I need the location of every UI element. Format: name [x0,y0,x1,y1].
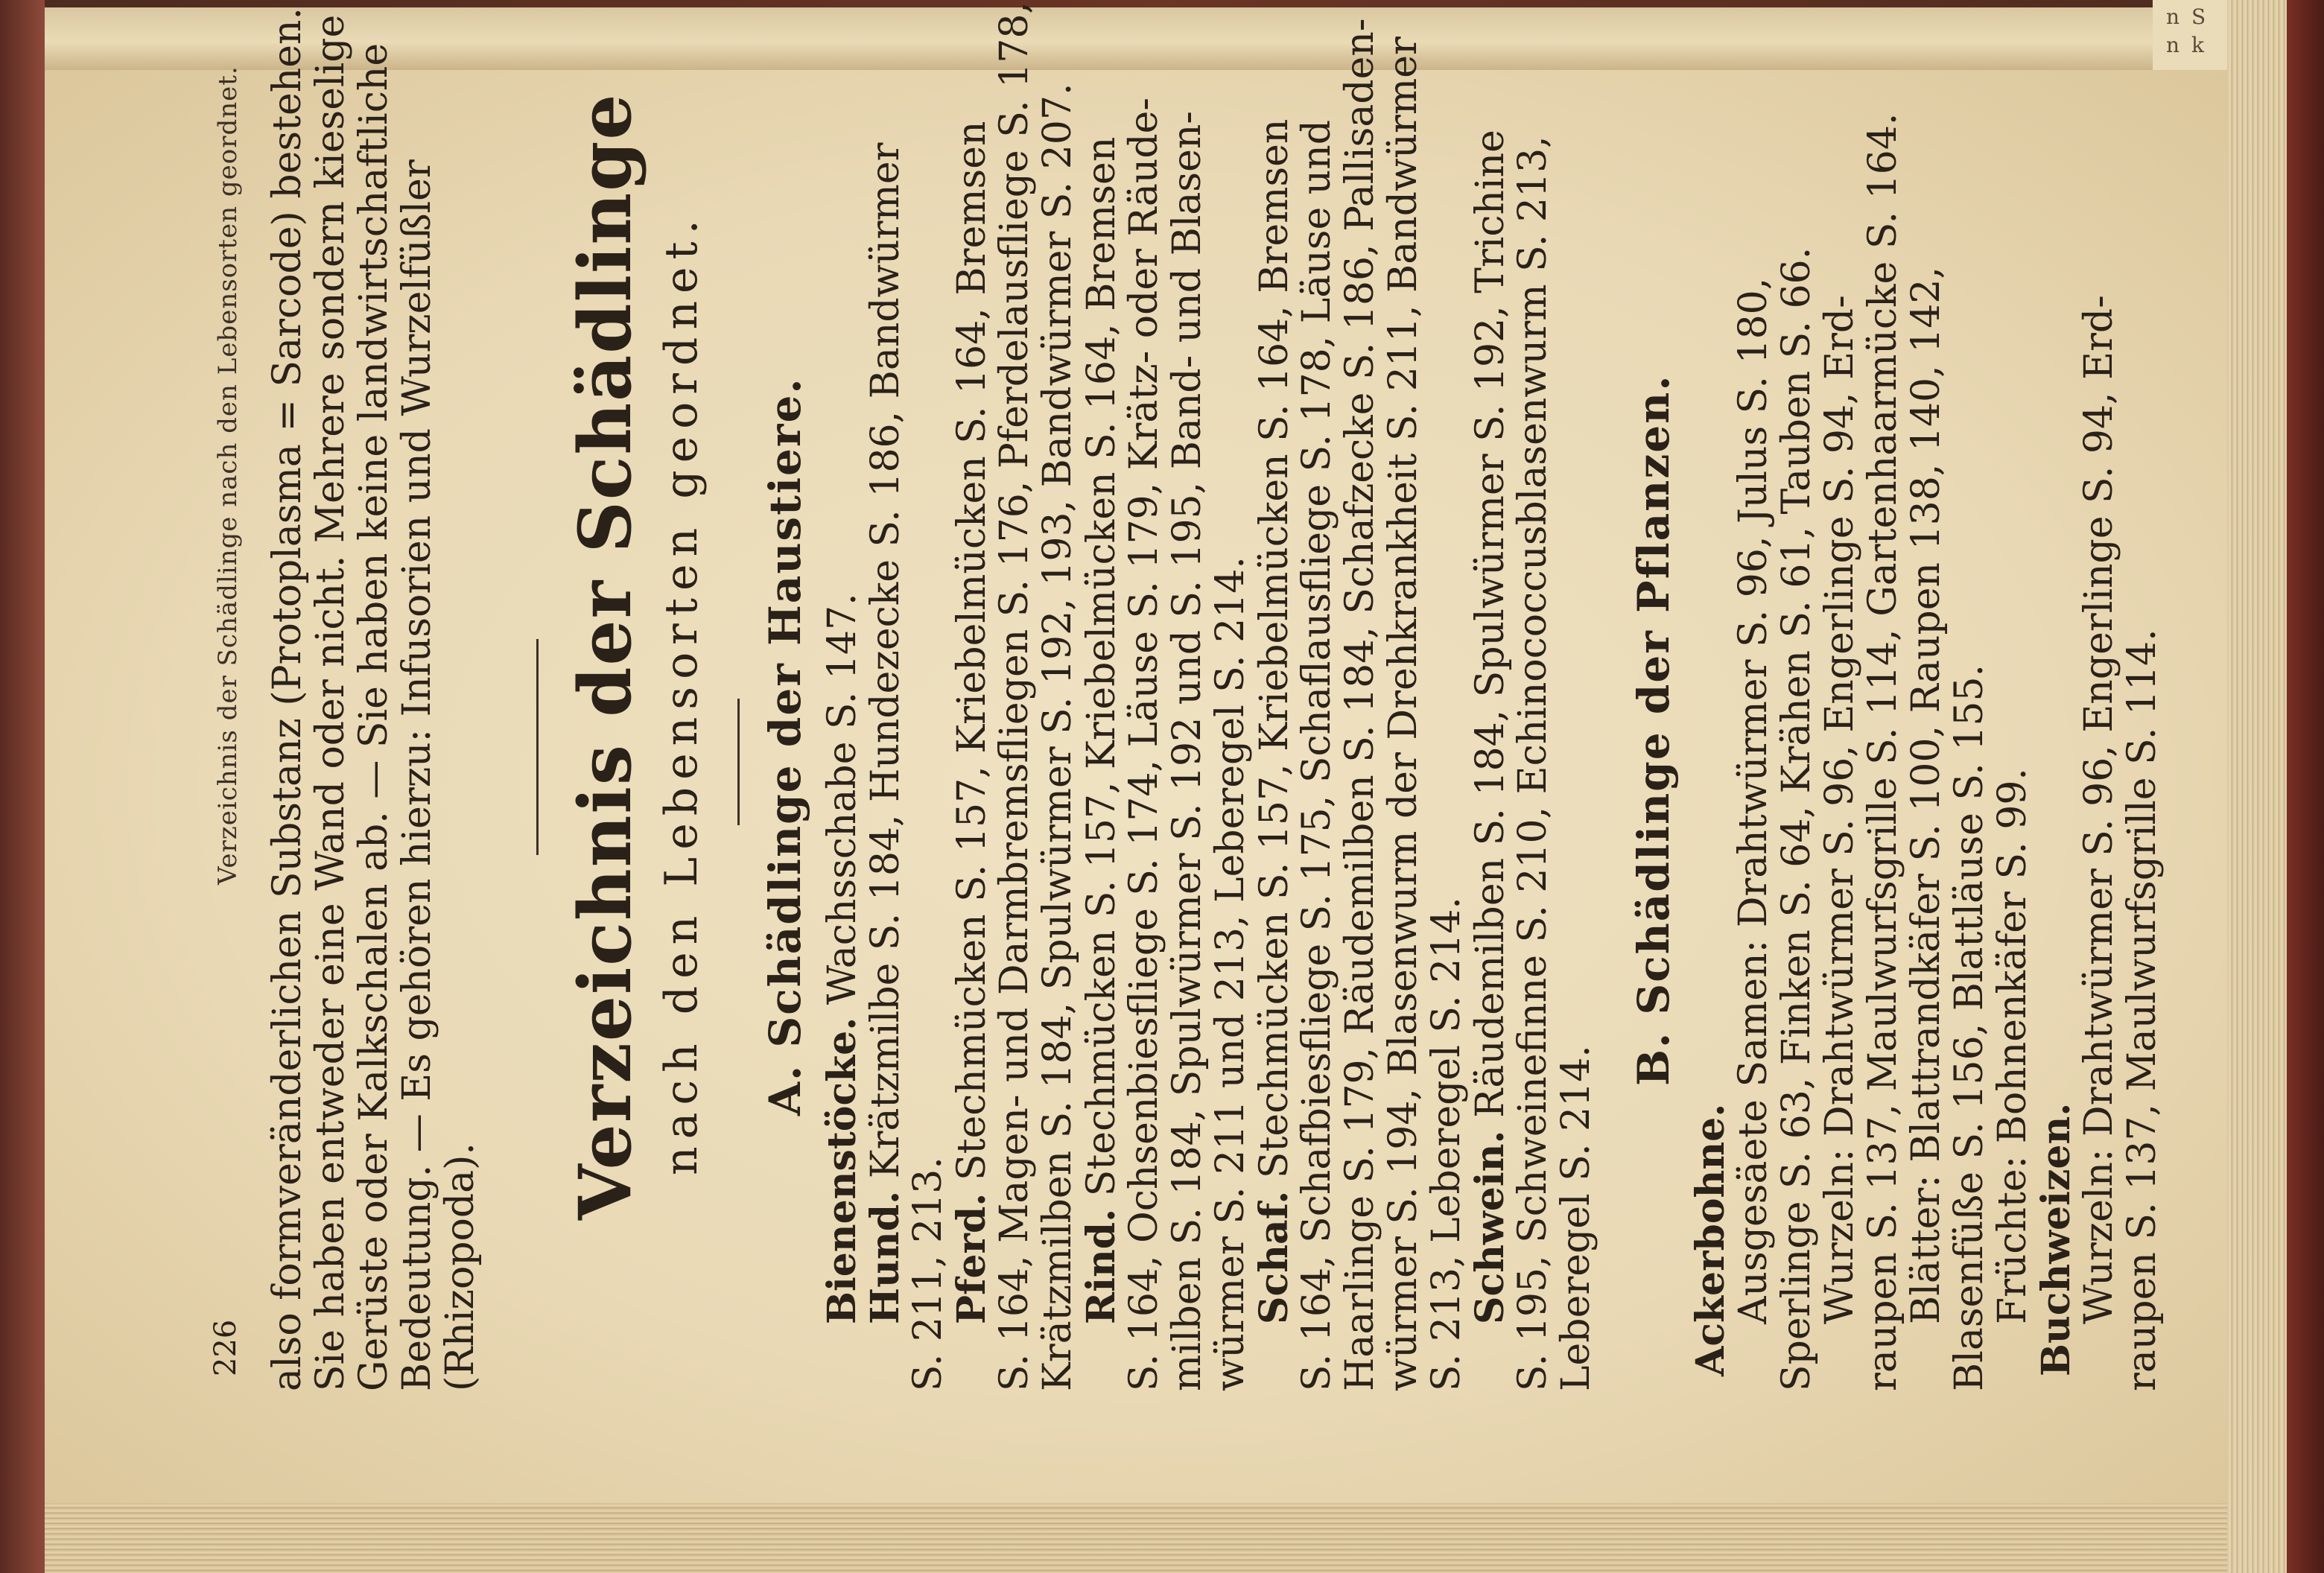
entry-line [1035,83,1080,1391]
entry-text: Wachsschabe S. 147. [820,593,865,1005]
entry-line: Wurzeln: Drahtwürmer S. 96, Engerlinge S. 94, Erd- [2077,295,2121,1324]
entry-term: Rind. [1079,1208,1124,1324]
entry-line: Blätter: Blattrandkäfer S. 100, Raupen 138, 140, 142, [1904,267,1949,1324]
entry-text: Leberegel S. 214. [1554,1045,1598,1391]
intro-line: also formveränderlichen Substanz (Protoplasma = Sarcode) bestehen. [265,7,310,1391]
entry-line [949,121,994,1325]
entry-term: Schaf. [1251,1190,1297,1324]
entry-line [1511,136,1555,1391]
separator-rule [737,699,740,825]
entry-line [819,593,865,1324]
page-number: 226 [209,1319,243,1376]
entry-text: Räudemilben S. 184, Spulwürmer S. 192, Trichine [1468,130,1513,1118]
entry-text: S. 164, Ochsenbiesfliege S. 174, Läuse S. 179, Krätz- oder Räude- [1122,98,1166,1391]
entry-text: S. 211, 213. [906,1157,950,1391]
entry-line: raupen S. 137, Maulwurfsgrille S. 114, Gartenhaarmücke S. 164. [1861,112,1905,1391]
entry-line [1079,137,1124,1324]
page-title: Verzeichnis der Schädlinge [563,92,647,1220]
entry-line: Ausgesäete Samen: Drahtwürmer S. 96, Julus S. 180, [1731,277,1776,1324]
entry-term: Buchweizen. [2034,1102,2079,1376]
page-stack-bottom [45,1503,2227,1573]
entry-text: S. 195, Schweinefinne S. 210, Echinococcusblasenwurm S. 213, [1511,136,1555,1391]
entry-line: Sperlinge S. 63, Finken S. 64, Krähen S. 61, Tauben S. 66. [1774,247,1819,1391]
entry-term: Schwein. [1467,1130,1513,1324]
page-stack-right [2227,0,2287,1573]
entry-term: Hund. [863,1190,908,1324]
entry-line: raupen S. 137, Maulwurfsgrille S. 114. [2120,629,2165,1391]
entry-line: Früchte: Bohnenkäfer S. 99. [1990,768,2035,1324]
entry-text: Stechmücken S. 157, Kriebelmücken S. 164, Bremsen [1252,118,1297,1179]
entry-line [1338,19,1382,1391]
entry-line [1381,36,1426,1391]
entry-line [1165,111,1210,1391]
entry-line: Wurzeln: Drahtwürmer S. 96, Engerlinge S. 94, Erd- [1817,295,1862,1324]
entry-line [1295,120,1339,1391]
entry-line [1554,1045,1598,1391]
entry-text: Krätzmilbe S. 184, Hundezecke S. 186, Bandwürmer [863,142,908,1179]
running-title: Verzeichnis der Schädlinge nach den Lebensorten geordnet. [213,66,243,885]
entry-line [1122,98,1166,1391]
entry-text: Stechmücken S. 157, Kriebelmücken S. 164, Bremsen [1079,136,1124,1197]
page-subtitle: nach den Lebensorten geordnet. [655,212,708,1175]
entry-text: würmer S. 194, Blasenwurm der Drehkrankheit S. 211, Bandwürmer [1381,36,1426,1391]
section-b-title: B. Schädlinge der Pflanzen. [1628,374,1679,1086]
entry-text: Haarlinge S. 179, Räudemilben S. 184, Schafzecke S. 186, Pallisaden- [1338,18,1382,1391]
entry-line [1208,556,1253,1391]
entry-text: milben S. 184, Spulwürmer S. 192 und S. 195, Band- und Blasen- [1165,111,1210,1391]
entry-line [1467,130,1513,1324]
entry-text: S. 164, Schafbiesfliege S. 175, Schaflausfliege S. 178, Läuse und [1295,119,1339,1391]
intro-line: Gerüste oder Kalkschalen ab. — Sie haben keine landwirtschaftliche [352,42,396,1391]
entry-line [1424,897,1469,1391]
entry-line [992,1,1037,1391]
next-page-edge [2153,0,2227,70]
next-page-glyph: k [2191,33,2204,57]
entry-term: Pferd. [949,1192,994,1324]
book-spine-edge [0,0,45,1573]
entry-line [906,1157,950,1391]
entry-term: Bienenstöcke. [819,1017,865,1324]
entry-term: Ackerbohne. [1688,1103,1733,1376]
next-page-glyph: S [2191,4,2206,29]
cover-edge [2287,0,2324,1573]
section-a-title: A. Schädlinge der Haustiere. [760,377,810,1116]
entry-text: S. 164, Magen- und Darmbremsfliegen S. 176, Pferdelausfliege S. 178, [992,1,1037,1391]
next-page-glyph: n [2166,4,2180,29]
entry-line [863,143,908,1324]
entry-text: Stechmücken S. 157, Kriebelmücken S. 164, Bremsen [950,121,994,1181]
rotated-text-block [45,1,2227,1503]
intro-line: Bedeutung. — Es gehören hierzu: Infusorien und Wurzelfüßler [395,159,439,1391]
intro-line: Sie haben entweder eine Wand oder nicht. Mehrere sondern kieselige [308,14,353,1391]
entry-text: S. 213, Leberegel S. 214. [1424,897,1469,1391]
intro-line: (Rhizopoda). [438,1143,483,1391]
entry-line: Blasenfüße S. 156, Blattläuse S. 155. [1947,664,1992,1391]
entry-text: würmer S. 211 und 213, Leberegel S. 214. [1208,556,1253,1391]
entry-line [1251,119,1297,1324]
next-page-glyph: n [2166,33,2180,57]
entry-text: Krätzmilben S. 184, Spulwürmer S. 192, 193, Bandwürmer S. 207. [1035,83,1080,1391]
separator-rule [536,639,539,855]
